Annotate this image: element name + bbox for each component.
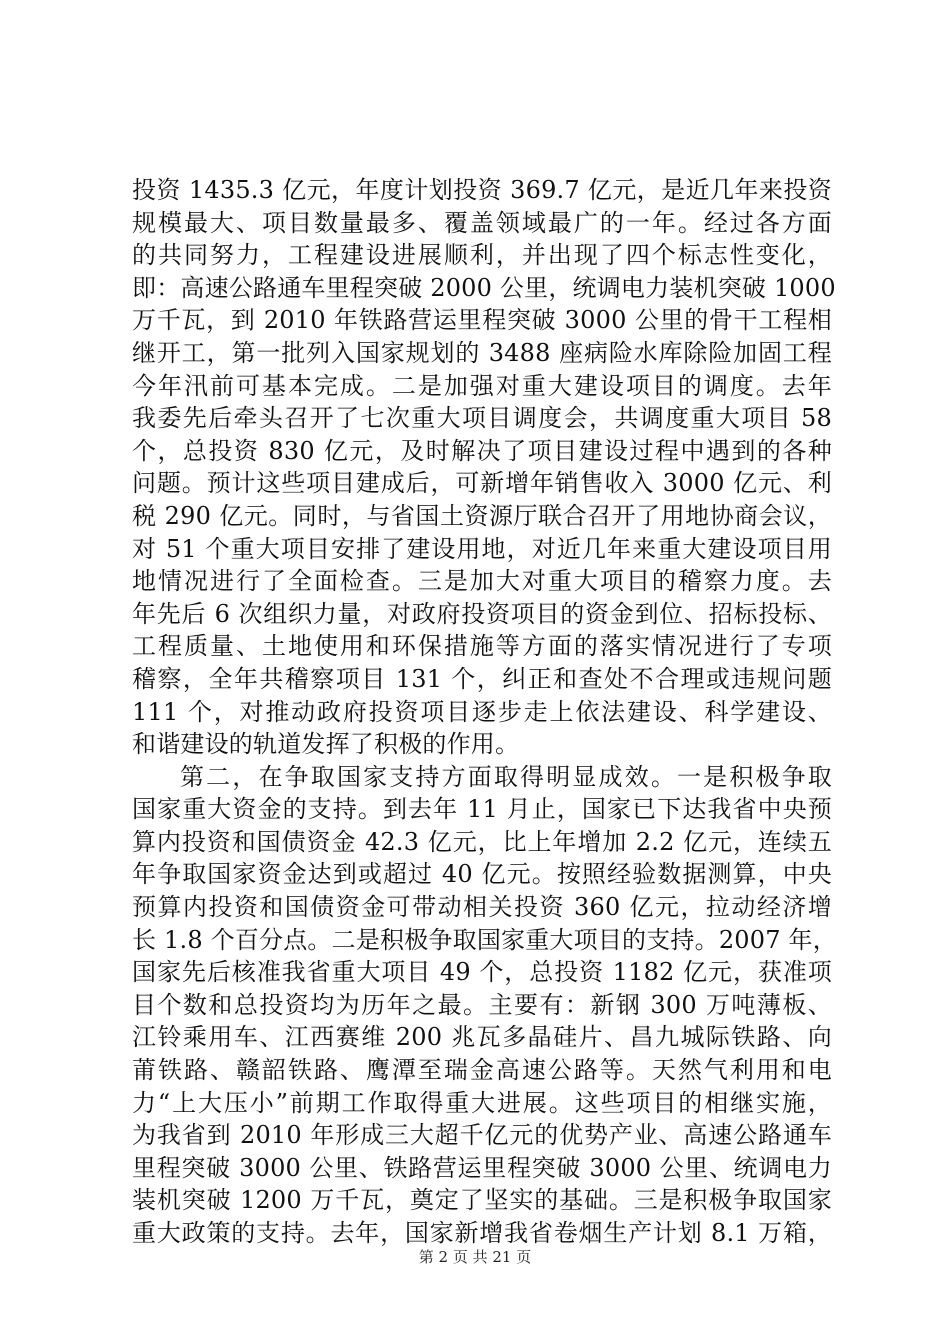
text-line: 长 1.8 个百分点。二是积极争取国家重大项目的支持。2007 年， <box>132 925 837 954</box>
document-body <box>132 174 837 1250</box>
text-line: 税 290 亿元。同时，与省国土资源厅联合召开了用地协商会议， <box>132 501 832 530</box>
text-line: 力“上大压小”前期工作取得重大进展。这些项目的相继实施， <box>132 1088 832 1117</box>
text-line: 问题。预计这些项目建成后，可新增年销售收入 3000 亿元、利 <box>132 469 832 498</box>
text-line: 对 51 个重大项目安排了建设用地，对近几年来重大建设项目用 <box>132 534 832 563</box>
text-line: 继开工，第一批列入国家规划的 3488 座病险水库除险加固工程 <box>132 338 832 367</box>
text-line: 我委先后牵头召开了七次重大项目调度会，共调度重大项目 58 <box>132 404 832 433</box>
paragraph-start-line: 第二，在争取国家支持方面取得明显成效。一是积极争取 <box>180 762 832 791</box>
text-line: 重大政策的支持。去年，国家新增我省卷烟生产计划 8.1 万箱， <box>132 1219 832 1247</box>
text-line: 里程突破 3000 公里、铁路营运里程突破 3000 公里、统调电力 <box>132 1153 832 1182</box>
text-line: 预算内投资和国债资金可带动相关投资 360 亿元，拉动经济增 <box>132 893 832 922</box>
text-line: 装机突破 1200 万千瓦，奠定了坚实的基础。三是积极争取国家 <box>132 1186 832 1215</box>
text-line: 的共同努力，工程建设进展顺利，并出现了四个标志性变化， <box>132 241 832 270</box>
text-line: 投资 1435.3 亿元，年度计划投资 369.7 亿元，是近几年来投资 <box>132 176 832 204</box>
text-line: 年争取国家资金达到或超过 40 亿元。按照经验数据测算，中央 <box>132 860 832 889</box>
text-line: 莆铁路、赣韶铁路、鹰潭至瑞金高速公路等。天然气利用和电 <box>132 1056 832 1085</box>
text-line: 目个数和总投资均为历年之最。主要有：新钢 300 万吨薄板、 <box>132 990 832 1019</box>
text-line: 即：高速公路通车里程突破 2000 公里，统调电力装机突破 1000 <box>132 273 836 302</box>
text-line: 工程质量、土地使用和环保措施等方面的落实情况进行了专项 <box>132 632 832 661</box>
text-line: 地情况进行了全面检查。三是加大对重大项目的稽察力度。去 <box>132 567 832 596</box>
text-line: 为我省到 2010 年形成三大超千亿元的优势产业、高速公路通车 <box>132 1121 832 1150</box>
text-line: 111 个，对推动政府投资项目逐步走上依法建设、科学建设、 <box>132 697 832 726</box>
text-line: 稽察，全年共稽察项目 131 个，纠正和查处不合理或违规问题 <box>132 664 832 693</box>
page-number-footer: 第 2 页 共 21 页 <box>418 1248 532 1266</box>
text-line: 国家先后核准我省重大项目 49 个，总投资 1182 亿元，获准项 <box>132 958 832 987</box>
text-line: 算内投资和国债资金 42.3 亿元，比上年增加 2.2 亿元，连续五 <box>132 827 832 856</box>
paragraph-end-line: 和谐建设的轨道发挥了积极的作用。 <box>132 730 520 759</box>
text-line: 规模最大、项目数量最多、覆盖领域最广的一年。经过各方面 <box>132 208 832 237</box>
text-line: 今年汛前可基本完成。二是加强对重大建设项目的调度。去年 <box>132 371 832 400</box>
text-line: 江铃乘用车、江西赛维 200 兆瓦多晶硅片、昌九城际铁路、向 <box>132 1023 832 1052</box>
text-line: 国家重大资金的支持。到去年 11 月止，国家已下达我省中央预 <box>132 795 832 824</box>
text-line: 万千瓦，到 2010 年铁路营运里程突破 3000 公里的骨干工程相 <box>132 306 832 335</box>
text-line: 个，总投资 830 亿元，及时解决了项目建设过程中遇到的各种 <box>132 436 832 465</box>
text-line: 年先后 6 次组织力量，对政府投资项目的资金到位、招标投标、 <box>132 599 832 628</box>
